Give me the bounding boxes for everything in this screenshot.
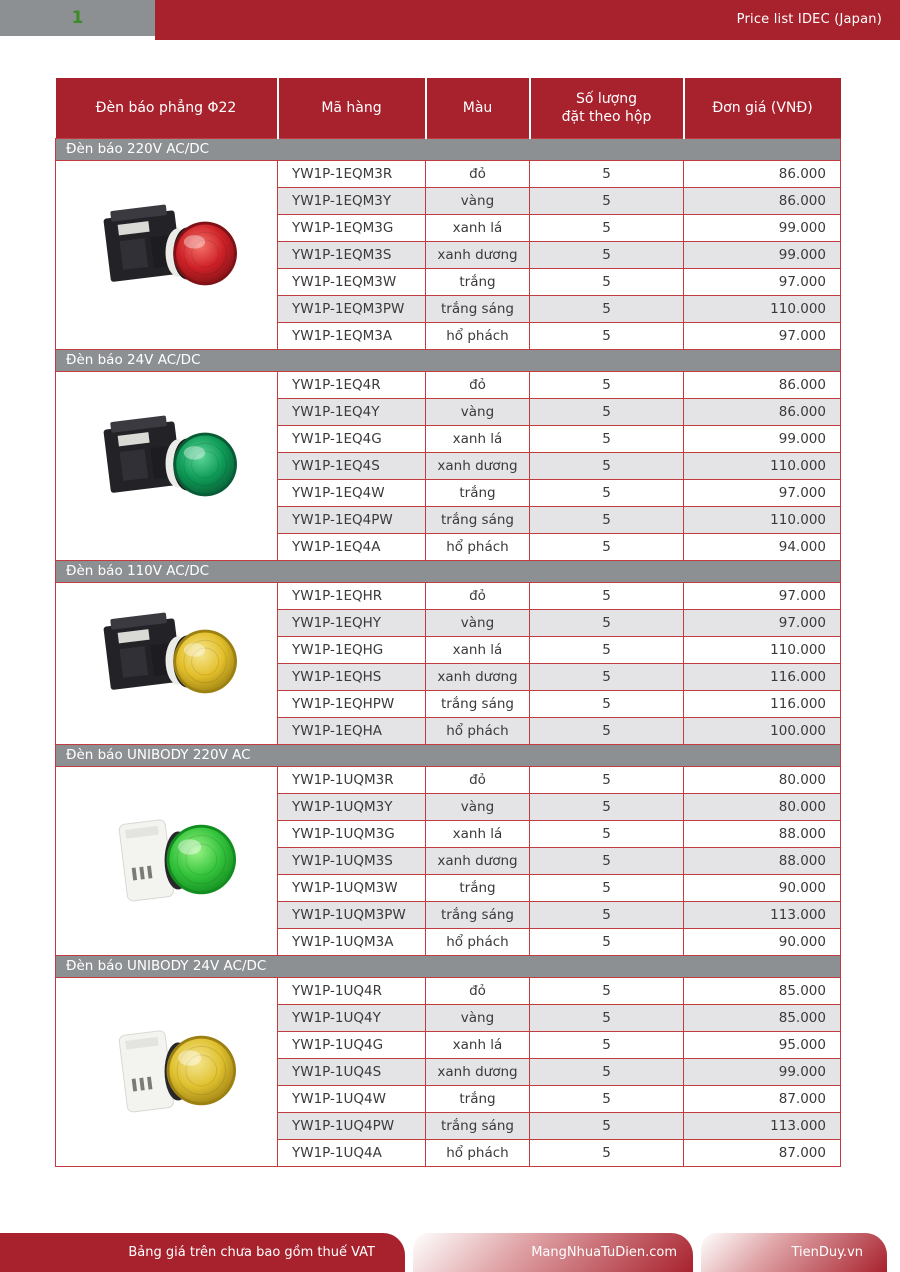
pilot-light-green-photo — [84, 394, 249, 534]
product-price: 94.000 — [684, 533, 841, 560]
product-color: xanh lá — [426, 214, 530, 241]
product-qty: 5 — [530, 425, 684, 452]
product-color: trắng sáng — [426, 295, 530, 322]
product-color: hổ phách — [426, 717, 530, 744]
product-row — [56, 582, 841, 609]
product-code: YW1P-1EQ4A — [278, 533, 426, 560]
product-color: hổ phách — [426, 928, 530, 955]
product-qty: 5 — [530, 187, 684, 214]
product-code: YW1P-1EQHPW — [278, 690, 426, 717]
product-row — [56, 371, 841, 398]
footer-site-mangnhuatudien-label: MangNhuaTuDien.com — [531, 1245, 677, 1260]
product-price: 97.000 — [684, 582, 841, 609]
product-qty: 5 — [530, 977, 684, 1004]
table-header-row — [56, 78, 841, 138]
product-code: YW1P-1EQM3G — [278, 214, 426, 241]
product-qty: 5 — [530, 690, 684, 717]
product-qty: 5 — [530, 874, 684, 901]
product-code: YW1P-1EQHR — [278, 582, 426, 609]
product-qty: 5 — [530, 636, 684, 663]
product-qty: 5 — [530, 609, 684, 636]
section-title: Đèn báo UNIBODY 24V AC/DC — [56, 955, 841, 977]
product-color: đỏ — [426, 766, 530, 793]
product-color: vàng — [426, 609, 530, 636]
product-qty: 5 — [530, 928, 684, 955]
product-price: 97.000 — [684, 609, 841, 636]
product-color: xanh lá — [426, 425, 530, 452]
product-color: trắng sáng — [426, 506, 530, 533]
product-qty: 5 — [530, 1085, 684, 1112]
product-qty: 5 — [530, 1004, 684, 1031]
price-table — [55, 78, 841, 1167]
product-color: xanh lá — [426, 636, 530, 663]
product-price: 87.000 — [684, 1085, 841, 1112]
product-color: đỏ — [426, 977, 530, 1004]
section-title: Đèn báo 110V AC/DC — [56, 560, 841, 582]
product-qty: 5 — [530, 582, 684, 609]
product-price: 86.000 — [684, 160, 841, 187]
product-qty: 5 — [530, 295, 684, 322]
page-header-title: Price list IDEC (Japan) — [736, 12, 882, 27]
product-price: 97.000 — [684, 268, 841, 295]
col-header-qty-line1: Số lượng — [576, 90, 637, 107]
product-color: trắng sáng — [426, 1112, 530, 1139]
product-row — [56, 160, 841, 187]
product-color: vàng — [426, 187, 530, 214]
col-header-qty — [530, 78, 684, 138]
product-price: 99.000 — [684, 425, 841, 452]
col-header-color-label: Màu — [462, 99, 493, 116]
product-code: YW1P-1UQ4Y — [278, 1004, 426, 1031]
product-qty: 5 — [530, 663, 684, 690]
product-price: 99.000 — [684, 214, 841, 241]
product-code: YW1P-1UQM3R — [278, 766, 426, 793]
col-header-color — [426, 78, 530, 138]
col-header-price — [684, 78, 841, 138]
product-color: xanh dương — [426, 241, 530, 268]
product-code: YW1P-1UQ4A — [278, 1139, 426, 1166]
product-qty: 5 — [530, 793, 684, 820]
section-header-row — [56, 955, 841, 977]
product-image-cell — [56, 582, 278, 744]
product-qty: 5 — [530, 398, 684, 425]
product-color: đỏ — [426, 371, 530, 398]
product-qty: 5 — [530, 1112, 684, 1139]
section-header-row — [56, 744, 841, 766]
product-color: trắng — [426, 1085, 530, 1112]
product-qty: 5 — [530, 371, 684, 398]
product-color: vàng — [426, 1004, 530, 1031]
product-price: 116.000 — [684, 663, 841, 690]
product-code: YW1P-1UQM3W — [278, 874, 426, 901]
product-code: YW1P-1EQM3W — [278, 268, 426, 295]
product-price: 85.000 — [684, 1004, 841, 1031]
product-code: YW1P-1UQM3A — [278, 928, 426, 955]
product-code: YW1P-1EQHA — [278, 717, 426, 744]
page-number: 1 — [71, 8, 84, 28]
footer-site-tienduy-label: TienDuy.vn — [791, 1245, 863, 1260]
product-price: 88.000 — [684, 847, 841, 874]
product-code: YW1P-1UQ4G — [278, 1031, 426, 1058]
product-code: YW1P-1EQ4S — [278, 452, 426, 479]
section-header-row — [56, 349, 841, 371]
product-qty: 5 — [530, 322, 684, 349]
product-color: vàng — [426, 398, 530, 425]
col-header-product-label: Đèn báo phẳng Φ22 — [95, 99, 237, 116]
product-price: 86.000 — [684, 187, 841, 214]
product-qty: 5 — [530, 241, 684, 268]
product-color: hổ phách — [426, 322, 530, 349]
product-color: xanh dương — [426, 847, 530, 874]
product-code: YW1P-1EQ4G — [278, 425, 426, 452]
product-color: xanh dương — [426, 663, 530, 690]
pilot-light-yellow-photo — [84, 591, 249, 731]
product-price: 90.000 — [684, 928, 841, 955]
col-header-price-label: Đơn giá (VNĐ) — [712, 99, 813, 116]
product-image-cell — [56, 371, 278, 560]
product-code: YW1P-1UQM3S — [278, 847, 426, 874]
product-code: YW1P-1EQM3Y — [278, 187, 426, 214]
product-price: 110.000 — [684, 636, 841, 663]
product-qty: 5 — [530, 452, 684, 479]
product-qty: 5 — [530, 160, 684, 187]
product-code: YW1P-1EQ4W — [278, 479, 426, 506]
section-title: Đèn báo 220V AC/DC — [56, 138, 841, 160]
product-row — [56, 977, 841, 1004]
product-color: trắng — [426, 874, 530, 901]
product-qty: 5 — [530, 533, 684, 560]
top-bar-red-band — [155, 0, 900, 40]
product-price: 116.000 — [684, 690, 841, 717]
col-header-code — [278, 78, 426, 138]
pilot-light-yellow-unibody-photo — [84, 1000, 249, 1140]
product-price: 86.000 — [684, 398, 841, 425]
product-price: 100.000 — [684, 717, 841, 744]
product-qty: 5 — [530, 479, 684, 506]
product-qty: 5 — [530, 901, 684, 928]
footer — [0, 1233, 900, 1272]
product-code: YW1P-1UQM3G — [278, 820, 426, 847]
product-color: hổ phách — [426, 533, 530, 560]
product-price: 85.000 — [684, 977, 841, 1004]
product-code: YW1P-1EQM3S — [278, 241, 426, 268]
product-qty: 5 — [530, 214, 684, 241]
section-header-row — [56, 560, 841, 582]
product-code: YW1P-1EQ4PW — [278, 506, 426, 533]
product-color: đỏ — [426, 582, 530, 609]
product-color: đỏ — [426, 160, 530, 187]
page-number-box — [0, 0, 155, 36]
product-code: YW1P-1UQ4R — [278, 977, 426, 1004]
footer-site-tienduy[interactable] — [701, 1233, 887, 1272]
product-code: YW1P-1UQ4S — [278, 1058, 426, 1085]
product-code: YW1P-1EQM3R — [278, 160, 426, 187]
product-code: YW1P-1EQ4R — [278, 371, 426, 398]
pilot-light-red-photo — [84, 183, 249, 323]
product-code: YW1P-1UQ4PW — [278, 1112, 426, 1139]
product-color: vàng — [426, 793, 530, 820]
section-header-row — [56, 138, 841, 160]
product-price: 86.000 — [684, 371, 841, 398]
product-code: YW1P-1UQ4W — [278, 1085, 426, 1112]
product-color: trắng — [426, 479, 530, 506]
product-price: 80.000 — [684, 793, 841, 820]
col-header-code-label: Mã hàng — [321, 99, 382, 116]
col-header-qty-line2: đặt theo hộp — [561, 108, 652, 125]
product-qty: 5 — [530, 820, 684, 847]
section-title: Đèn báo 24V AC/DC — [56, 349, 841, 371]
product-price: 110.000 — [684, 506, 841, 533]
col-header-product — [56, 78, 278, 138]
product-code: YW1P-1UQM3PW — [278, 901, 426, 928]
product-code: YW1P-1EQHS — [278, 663, 426, 690]
product-code: YW1P-1EQM3PW — [278, 295, 426, 322]
product-color: trắng — [426, 268, 530, 295]
price-table-body — [56, 138, 841, 1166]
product-price: 80.000 — [684, 766, 841, 793]
section-title: Đèn báo UNIBODY 220V AC — [56, 744, 841, 766]
product-qty: 5 — [530, 1031, 684, 1058]
product-price: 87.000 — [684, 1139, 841, 1166]
product-color: trắng sáng — [426, 901, 530, 928]
product-image-cell — [56, 766, 278, 955]
product-price: 110.000 — [684, 295, 841, 322]
product-price: 88.000 — [684, 820, 841, 847]
product-price: 97.000 — [684, 322, 841, 349]
product-price: 113.000 — [684, 1112, 841, 1139]
product-code: YW1P-1EQHG — [278, 636, 426, 663]
product-image-cell — [56, 160, 278, 349]
product-code: YW1P-1EQM3A — [278, 322, 426, 349]
product-color: xanh dương — [426, 1058, 530, 1085]
product-price: 113.000 — [684, 901, 841, 928]
footer-vat-note-label: Bảng giá trên chưa bao gồm thuế VAT — [128, 1245, 375, 1260]
product-color: hổ phách — [426, 1139, 530, 1166]
product-price: 99.000 — [684, 241, 841, 268]
product-qty: 5 — [530, 717, 684, 744]
product-price: 90.000 — [684, 874, 841, 901]
product-price: 110.000 — [684, 452, 841, 479]
footer-vat-note — [0, 1233, 405, 1272]
product-color: xanh lá — [426, 820, 530, 847]
product-code: YW1P-1EQHY — [278, 609, 426, 636]
product-color: xanh lá — [426, 1031, 530, 1058]
footer-site-mangnhuatudien[interactable] — [413, 1233, 693, 1272]
top-bar — [0, 0, 900, 40]
product-qty: 5 — [530, 1058, 684, 1085]
product-price: 99.000 — [684, 1058, 841, 1085]
product-code: YW1P-1EQ4Y — [278, 398, 426, 425]
product-qty: 5 — [530, 1139, 684, 1166]
product-qty: 5 — [530, 847, 684, 874]
product-code: YW1P-1UQM3Y — [278, 793, 426, 820]
product-color: trắng sáng — [426, 690, 530, 717]
pilot-light-green-unibody-photo — [84, 789, 249, 929]
product-qty: 5 — [530, 268, 684, 295]
product-qty: 5 — [530, 506, 684, 533]
product-row — [56, 766, 841, 793]
product-qty: 5 — [530, 766, 684, 793]
product-price: 95.000 — [684, 1031, 841, 1058]
product-price: 97.000 — [684, 479, 841, 506]
product-color: xanh dương — [426, 452, 530, 479]
product-image-cell — [56, 977, 278, 1166]
